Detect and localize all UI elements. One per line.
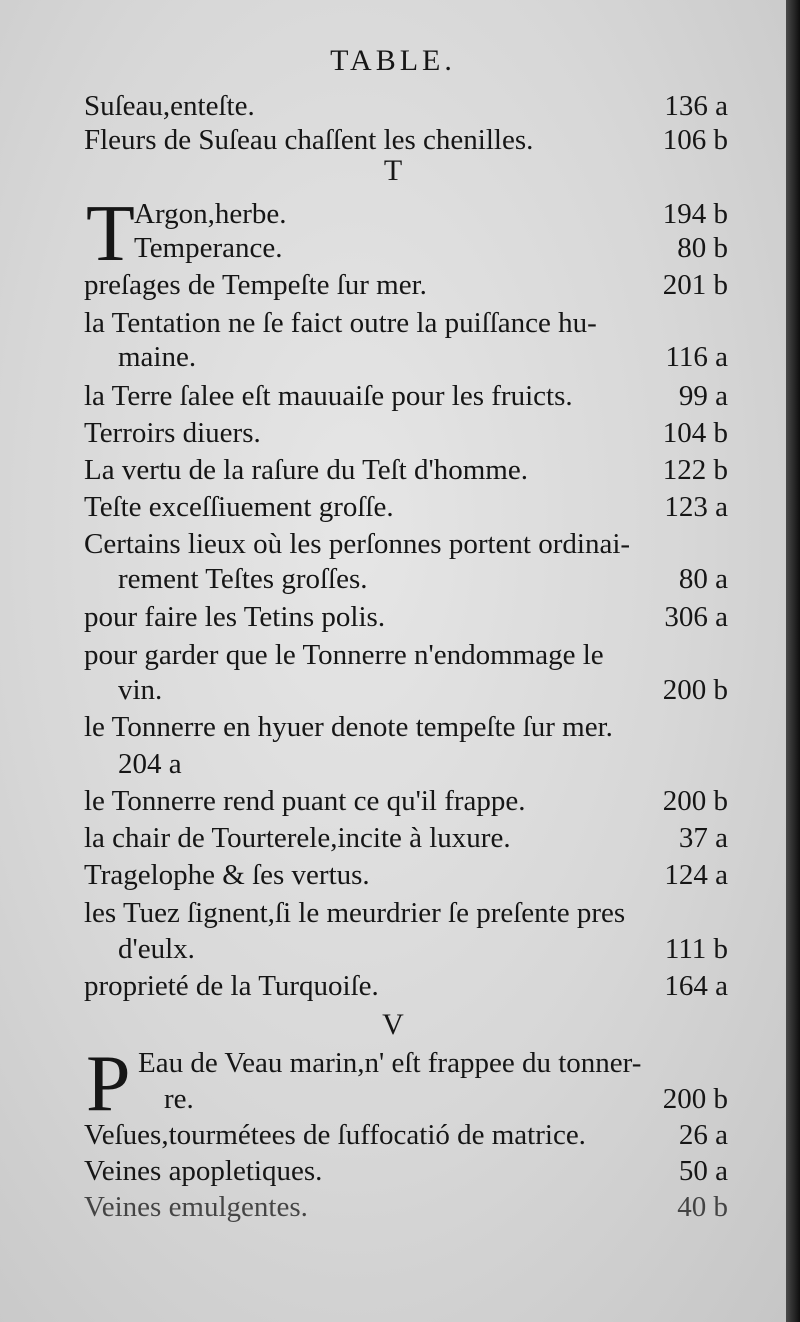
entry-text: Fleurs de Suſeau chaſſent les chenilles. (84, 124, 534, 156)
entry-text: maine. (118, 341, 197, 373)
entry-page: 200 b (662, 1083, 728, 1115)
index-entry (84, 1154, 728, 1188)
index-entry (134, 197, 728, 231)
entry-text: la Tentation ne ſe faict outre la puiſſance hu- (84, 307, 597, 339)
index-entry (84, 1190, 728, 1224)
entry-page: 116 a (665, 341, 728, 373)
index-entry (84, 1118, 728, 1152)
entry-text: 204 a (118, 748, 182, 780)
entry-page: 40 b (677, 1191, 728, 1223)
entry-text: pour faire les Tetins polis. (84, 601, 386, 633)
entry-text: le Tonnerre en hyuer denote tempeſte ſur mer. (84, 711, 613, 743)
entry-text: Certains lieux où les perſonnes portent ordinai- (84, 528, 631, 560)
index-entry (84, 638, 728, 672)
entry-page: 50 a (678, 1155, 728, 1187)
index-entry (84, 858, 728, 892)
entry-text: La vertu de la raſure du Teſt d'homme. (84, 454, 528, 486)
entry-text: Argon,herbe. (134, 198, 287, 230)
entry-text: Eau de Veau marin,n' eſt frappee du tonner- (138, 1047, 642, 1079)
entry-text: Suſeau,enteſte. (84, 90, 255, 122)
index-entry (118, 340, 728, 374)
entry-text: les Tuez ſignent,ſi le meurdrier ſe preſente pres (84, 897, 626, 929)
entry-page: 200 b (662, 785, 728, 817)
index-entry (84, 416, 728, 450)
entry-page: 124 a (664, 859, 728, 891)
index-entry (118, 673, 728, 707)
index-entry (118, 747, 728, 781)
entry-page: 106 b (662, 124, 728, 156)
index-entry (84, 268, 728, 302)
entry-text: pour garder que le Tonnerre n'endommage le (84, 639, 604, 671)
index-entry (118, 562, 728, 596)
entry-text: Terroirs diuers. (84, 417, 261, 449)
entry-text: Veines emulgentes. (84, 1191, 308, 1223)
drop-cap-t: T (86, 190, 135, 278)
entry-text: le Tonnerre rend puant ce qu'il frappe. (84, 785, 526, 817)
index-entry (84, 123, 728, 157)
entry-page: 37 a (678, 822, 728, 854)
index-entry (84, 969, 728, 1003)
entry-text: Teſte exceſſiuement groſſe. (84, 491, 394, 523)
index-entry (84, 89, 728, 123)
entry-text: vin. (118, 674, 163, 706)
entry-page: 111 b (664, 933, 728, 965)
entry-text: Veſues,tourmétees de ſuffocatió de matrice. (84, 1119, 586, 1151)
index-entry (118, 932, 728, 966)
entry-page: 200 b (662, 674, 728, 706)
entry-text: Temperance. (134, 232, 283, 264)
index-entry (84, 896, 728, 930)
page-header-title: TABLE. (330, 44, 456, 77)
section-letter-v: V (382, 1008, 404, 1041)
drop-cap-p: P (86, 1040, 131, 1128)
index-entry (84, 527, 728, 561)
entry-text: Tragelophe & ſes vertus. (84, 859, 370, 891)
entry-page: 164 a (664, 970, 728, 1002)
entry-page: 201 b (662, 269, 728, 301)
entry-page: 306 a (664, 601, 728, 633)
section-letter-t: T (383, 154, 403, 187)
index-entry (164, 1082, 728, 1116)
index-entry (134, 231, 728, 265)
index-entry (138, 1046, 728, 1080)
entry-text: la Terre ſalee eſt mauuaiſe pour les fruicts. (84, 380, 573, 412)
index-entry (84, 306, 728, 340)
entry-text: d'eulx. (118, 933, 195, 965)
index-entry (84, 821, 728, 855)
index-entry (84, 490, 728, 524)
page-edge-shadow (786, 0, 800, 1322)
entry-page: 123 a (664, 491, 728, 523)
index-entry (84, 784, 728, 818)
entry-page: 99 a (678, 380, 728, 412)
entry-text: Veines apopletiques. (84, 1155, 323, 1187)
entry-page: 136 a (664, 90, 728, 122)
entry-text: preſages de Tempeſte ſur mer. (84, 269, 427, 301)
index-entry (84, 453, 728, 487)
entry-page: 80 b (677, 232, 728, 264)
index-entry (84, 710, 728, 744)
entry-page: 122 b (662, 454, 728, 486)
entry-text: re. (164, 1083, 194, 1115)
entry-page: 80 a (678, 563, 728, 595)
entry-page: 26 a (678, 1119, 728, 1151)
entry-page: 194 b (662, 198, 728, 230)
entry-page: 104 b (662, 417, 728, 449)
index-entry (84, 379, 728, 413)
index-entry (84, 600, 728, 634)
entry-text: la chair de Tourterele,incite à luxure. (84, 822, 511, 854)
entry-text: rement Teſtes groſſes. (118, 563, 368, 595)
entry-text: proprieté de la Turquoiſe. (84, 970, 379, 1002)
